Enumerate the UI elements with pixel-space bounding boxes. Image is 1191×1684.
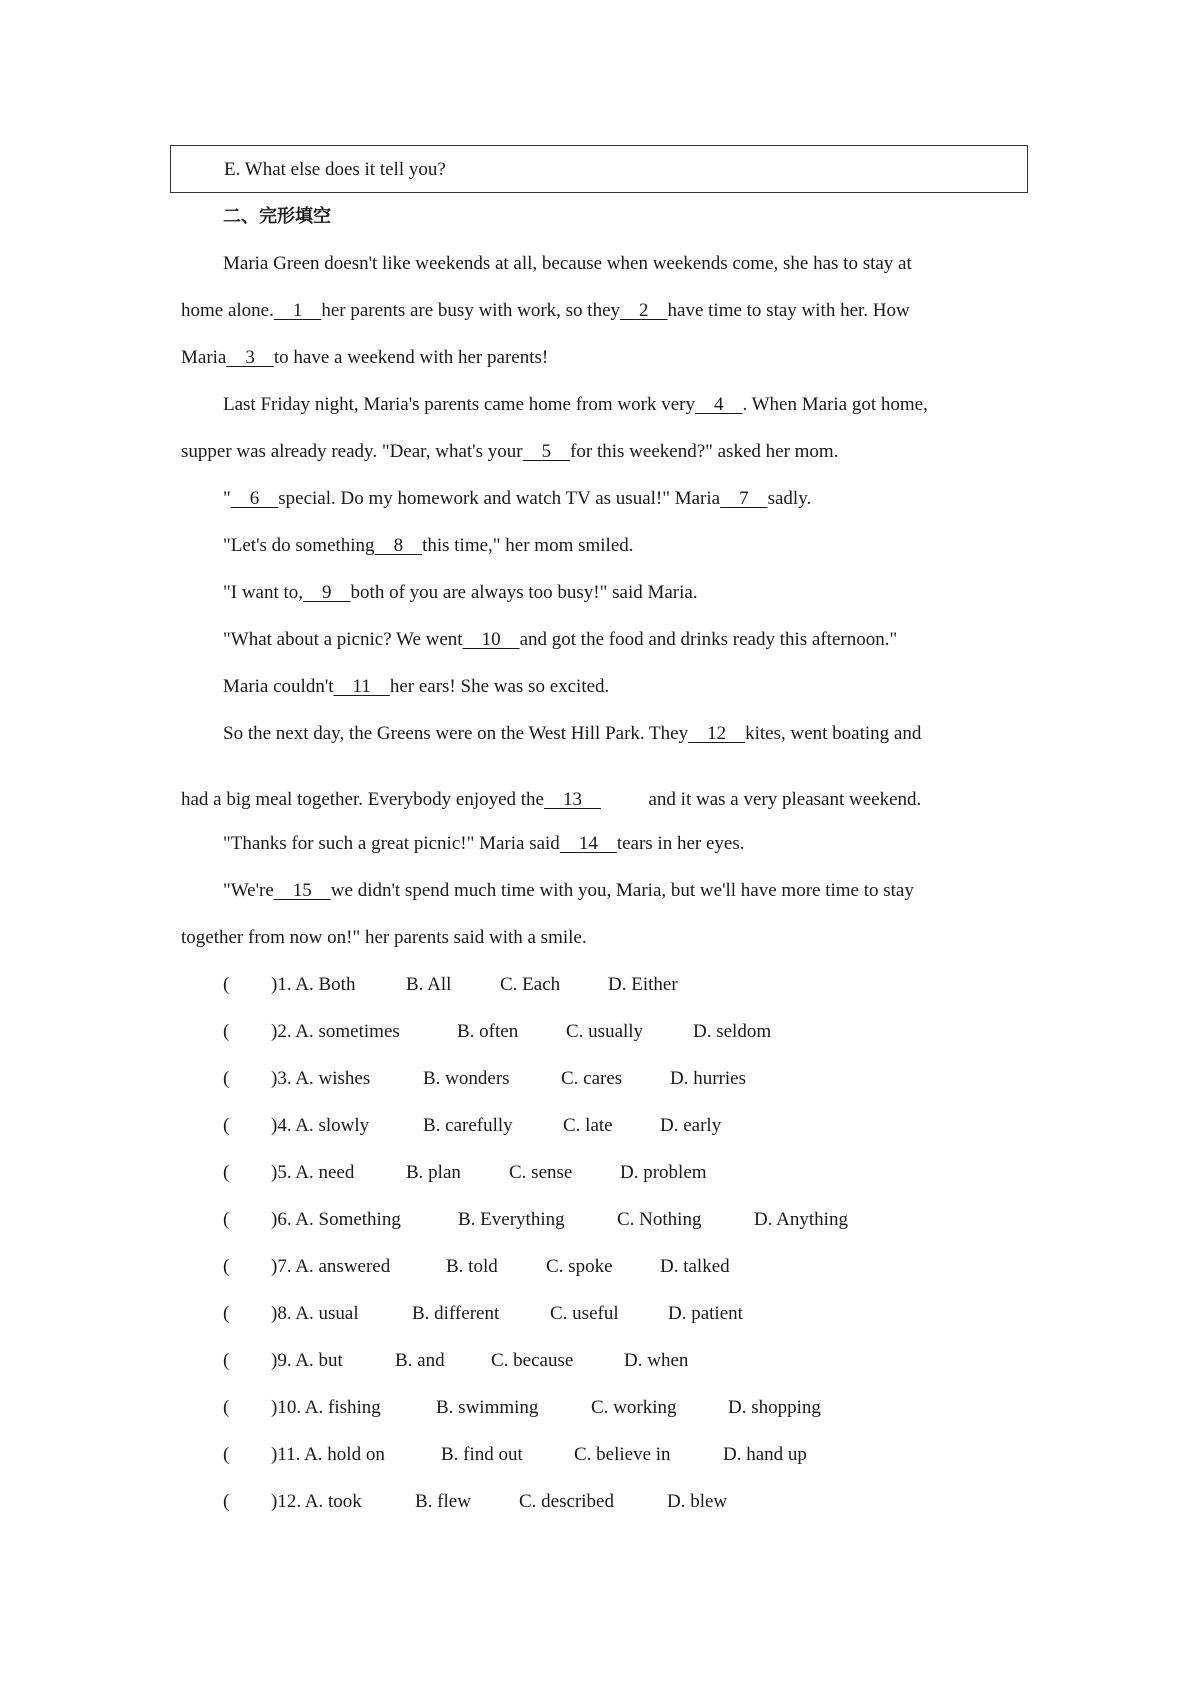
- blank-number: 4: [694, 394, 743, 415]
- blank-number: 10: [462, 629, 520, 650]
- blank-number: 2: [620, 300, 668, 321]
- question-option-a: )9. A. but: [271, 1350, 343, 1371]
- passage-text: special. Do my homework and watch TV as usual!" Maria: [278, 488, 721, 509]
- passage-line: [223, 628, 897, 652]
- answer-paren: (: [223, 1303, 230, 1324]
- answer-paren: (: [223, 1444, 230, 1465]
- passage-text: we didn't spend much time with you, Maria, but we'll have more time to stay: [330, 880, 914, 901]
- blank-number: 11: [333, 676, 390, 697]
- passage-text: and got the food and drinks ready this afternoon.": [519, 629, 898, 650]
- blank-number: 7: [720, 488, 768, 509]
- passage-line: [223, 534, 634, 558]
- question-option-c: C. Nothing: [617, 1209, 702, 1230]
- passage-text: tears in her eyes.: [616, 833, 745, 854]
- passage-text: together from now on!" her parents said with a smile.: [181, 927, 587, 948]
- blank-number: 8: [374, 535, 423, 556]
- passage-text: "Thanks for such a great picnic!" Maria said: [223, 833, 560, 854]
- question-option-a: )7. A. answered: [271, 1256, 391, 1277]
- question-option-a: )10. A. fishing: [271, 1397, 381, 1418]
- passage-text: kites, went boating and: [745, 723, 922, 744]
- passage-line: [223, 252, 912, 276]
- passage-text: both of you are always too busy!" said Maria.: [350, 582, 698, 603]
- section-heading: 二、完形填空: [223, 206, 331, 227]
- passage-text: "What about a picnic? We went: [223, 629, 463, 650]
- question-option-d: D. blew: [667, 1491, 728, 1512]
- question-option-c: C. working: [591, 1397, 677, 1418]
- answer-paren: (: [223, 1209, 230, 1230]
- passage-line: [223, 487, 811, 511]
- question-option-d: D. hurries: [670, 1068, 746, 1089]
- passage-text: Maria couldn't: [223, 676, 334, 697]
- passage-text: ": [223, 488, 231, 509]
- question-option-b: B. carefully: [423, 1115, 513, 1136]
- answer-paren: (: [223, 1115, 230, 1136]
- passage-line: [223, 393, 928, 417]
- passage-text: had a big meal together. Everybody enjoyed the: [181, 789, 544, 810]
- question-option-b: B. told: [446, 1256, 498, 1277]
- blank-number: 12: [688, 723, 746, 744]
- question-option-d: D. Anything: [754, 1209, 848, 1230]
- answer-paren: (: [223, 1021, 230, 1042]
- question-option-c: C. usually: [566, 1021, 644, 1042]
- passage-line: [181, 299, 910, 323]
- question-option-a: )12. A. took: [271, 1491, 362, 1512]
- passage-text: for this weekend?" asked her mom.: [570, 441, 839, 462]
- question-option-a: )1. A. Both: [271, 974, 356, 995]
- blank-number: 3: [226, 347, 274, 368]
- question-option-d: D. hand up: [723, 1444, 807, 1465]
- question-option-b: B. plan: [406, 1162, 461, 1183]
- question-option-a: )11. A. hold on: [271, 1444, 385, 1465]
- passage-text: have time to stay with her. How: [667, 300, 910, 321]
- question-option-b: B. Everything: [458, 1209, 565, 1230]
- option-e-text: E. What else does it tell you?: [224, 159, 446, 180]
- question-option-a: )3. A. wishes: [271, 1068, 371, 1089]
- passage-line: [223, 832, 744, 856]
- question-option-d: D. when: [624, 1350, 689, 1371]
- question-option-b: B. different: [412, 1303, 500, 1324]
- question-option-d: D. talked: [660, 1256, 730, 1277]
- passage-text: . When Maria got home,: [742, 394, 928, 415]
- question-option-d: D. Either: [608, 974, 678, 995]
- question-option-d: D. patient: [668, 1303, 743, 1324]
- question-option-c: C. cares: [561, 1068, 623, 1089]
- question-option-d: D. problem: [620, 1162, 707, 1183]
- blank-number: 6: [230, 488, 279, 509]
- question-option-d: D. early: [660, 1115, 722, 1136]
- passage-text: Maria Green doesn't like weekends at all, because when weekends come, she has to stay at: [223, 253, 912, 274]
- question-option-c: C. Each: [500, 974, 561, 995]
- question-option-b: B. swimming: [436, 1397, 539, 1418]
- question-option-b: B. often: [457, 1021, 519, 1042]
- passage-line: [223, 879, 914, 903]
- passage-text: and it was a very pleasant weekend.: [601, 789, 922, 810]
- blank-number: 13: [544, 789, 601, 810]
- question-option-c: C. believe in: [574, 1444, 671, 1465]
- question-option-b: B. All: [406, 974, 452, 995]
- question-option-c: C. spoke: [546, 1256, 613, 1277]
- question-option-b: B. and: [395, 1350, 445, 1371]
- question-option-c: C. useful: [550, 1303, 619, 1324]
- passage-text: her parents are busy with work, so they: [321, 300, 621, 321]
- question-option-d: D. seldom: [693, 1021, 772, 1042]
- question-option-b: B. flew: [415, 1491, 471, 1512]
- passage-line: [181, 440, 838, 464]
- passage-line: [223, 722, 921, 746]
- question-option-c: C. sense: [509, 1162, 573, 1183]
- question-option-b: B. find out: [441, 1444, 523, 1465]
- answer-paren: (: [223, 1162, 230, 1183]
- option-box: [170, 145, 1028, 193]
- question-option-a: )2. A. sometimes: [271, 1021, 400, 1042]
- passage-line: [181, 926, 587, 950]
- passage-text: "We're: [223, 880, 274, 901]
- question-option-a: )4. A. slowly: [271, 1115, 370, 1136]
- question-option-a: )6. A. Something: [271, 1209, 401, 1230]
- question-option-c: C. late: [563, 1115, 613, 1136]
- passage-text: So the next day, the Greens were on the West Hill Park. They: [223, 723, 689, 744]
- blank-number: 9: [303, 582, 351, 603]
- passage-text: her ears! She was so excited.: [389, 676, 610, 697]
- passage-text: sadly.: [767, 488, 812, 509]
- passage-line: [223, 675, 609, 699]
- passage-text: this time," her mom smiled.: [422, 535, 634, 556]
- question-option-b: B. wonders: [423, 1068, 510, 1089]
- question-option-c: C. described: [519, 1491, 614, 1512]
- answer-paren: (: [223, 1256, 230, 1277]
- passage-line: [181, 788, 921, 812]
- answer-paren: (: [223, 1491, 230, 1512]
- passage-text: "Let's do something: [223, 535, 375, 556]
- blank-number: 15: [273, 880, 331, 901]
- passage-text: Last Friday night, Maria's parents came home from work very: [223, 394, 695, 415]
- question-option-a: )8. A. usual: [271, 1303, 359, 1324]
- passage-line: [181, 346, 548, 370]
- passage-text: Maria: [181, 347, 227, 368]
- passage-text: to have a weekend with her parents!: [273, 347, 549, 368]
- passage-text: "I want to,: [223, 582, 304, 603]
- blank-number: 5: [522, 441, 571, 462]
- answer-paren: (: [223, 1068, 230, 1089]
- question-option-c: C. because: [491, 1350, 574, 1371]
- blank-number: 1: [273, 300, 322, 321]
- answer-paren: (: [223, 1350, 230, 1371]
- blank-number: 14: [559, 833, 617, 854]
- question-option-a: )5. A. need: [271, 1162, 355, 1183]
- answer-paren: (: [223, 974, 230, 995]
- passage-line: [223, 581, 698, 605]
- question-option-d: D. shopping: [728, 1397, 821, 1418]
- passage-text: home alone.: [181, 300, 274, 321]
- answer-paren: (: [223, 1397, 230, 1418]
- passage-text: supper was already ready. "Dear, what's your: [181, 441, 523, 462]
